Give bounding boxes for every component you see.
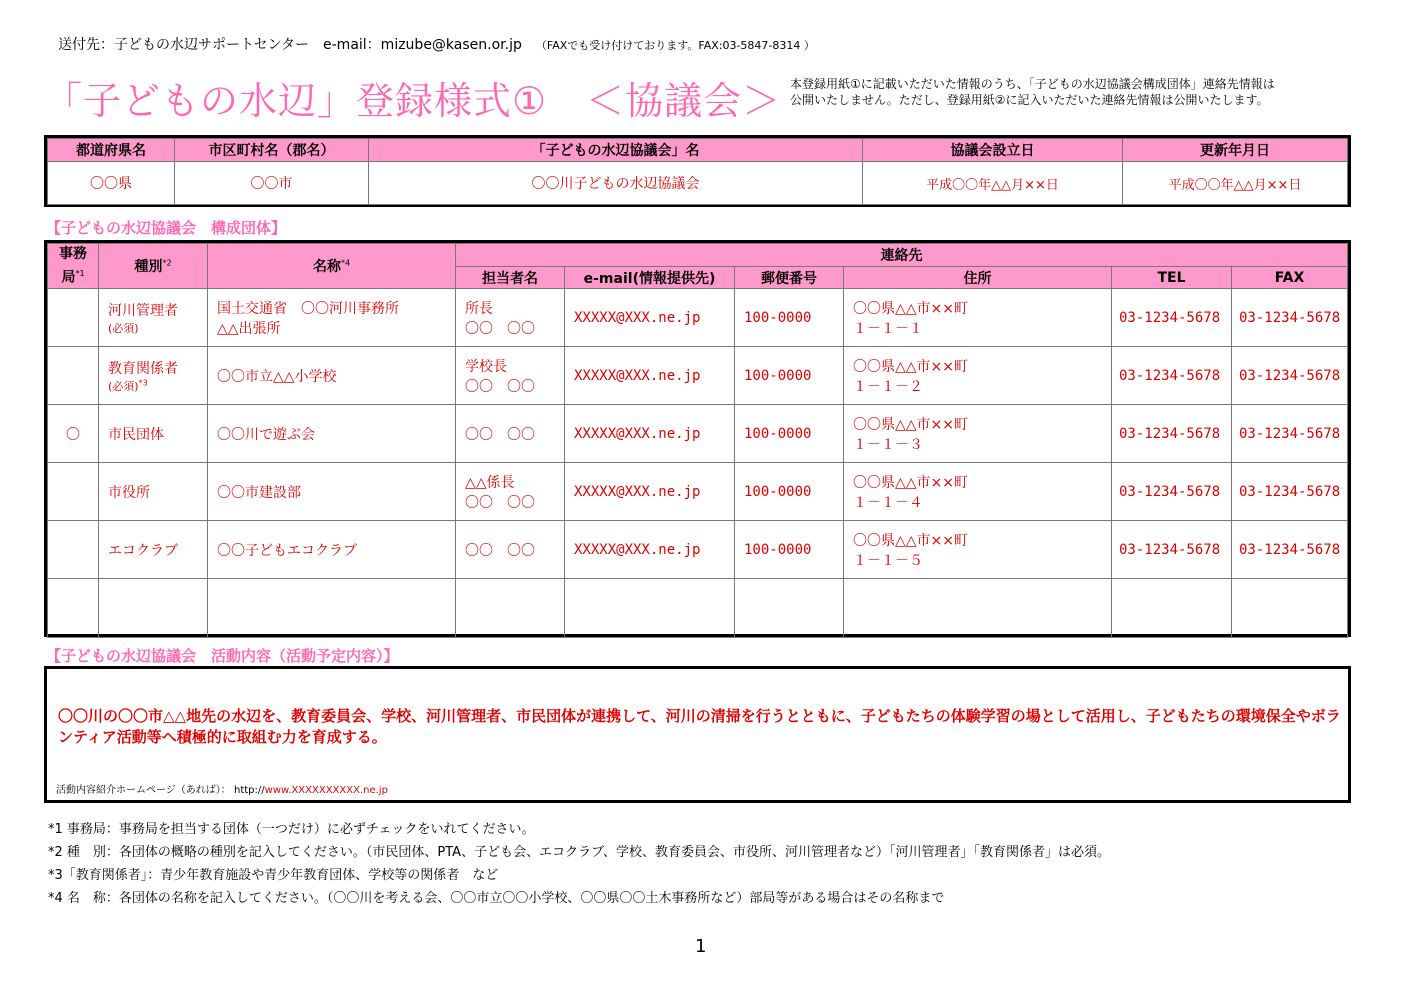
notice-line-2: 公開いたしません。ただし、登録用紙②に記入いただいた連絡先情報は公開いたします。 <box>790 93 1269 107</box>
member-person[interactable] <box>456 463 565 521</box>
member-address[interactable] <box>844 521 1112 579</box>
footnote-2: *2 種 別：各団体の概略の種別を記入してください。（市民団体、PTA、子ども会、エコクラブ、学校、教育委員会、市役所、河川管理者など）「河川管理者」「教育関係者」は必須。 <box>48 845 1111 860</box>
member-row <box>48 405 1348 463</box>
empty-cell[interactable] <box>844 579 1112 638</box>
member-person[interactable] <box>456 289 565 347</box>
member-name[interactable] <box>208 463 456 521</box>
member-name-line-1: 〇〇川で遊ぶ会 <box>217 426 315 443</box>
member-type[interactable] <box>99 405 208 463</box>
member-person-line-2: 〇〇 〇〇 <box>465 494 535 511</box>
homepage-prefix: http:// <box>234 785 265 796</box>
homepage-url[interactable]: www.XXXXXXXXXX.ne.jp <box>264 785 388 796</box>
member-type-label: 市役所 <box>108 484 150 501</box>
activity-description: 〇〇川の〇〇市△△地先の水辺を、教育委員会、学校、河川管理者、市民団体が連携して、河川の清掃を行うとともに、子どもたちの体験学習の場として活用し、子どもたちの環境保全やボランティア活動等へ積極的に取組む力を育成する。 <box>58 707 1341 746</box>
member-row <box>48 347 1348 405</box>
member-type-label: 河川管理者 <box>108 302 178 319</box>
empty-cell[interactable] <box>208 579 456 638</box>
fax-text: （FAXでも受け付けております。FAX:03-5847-8314 ） <box>535 39 815 52</box>
header-name <box>208 244 456 289</box>
privacy-notice <box>790 76 1275 108</box>
member-person[interactable] <box>456 521 565 579</box>
homepage-label: 活動内容紹介ホームページ（あれば）： <box>56 785 231 796</box>
member-tel[interactable]: 03-1234-5678 <box>1112 463 1232 521</box>
header-office-line-1: 事務 <box>59 246 87 263</box>
member-email[interactable]: XXXXX@XXX.ne.jp <box>565 289 735 347</box>
members-section-title: 【子どもの水辺協議会 構成団体】 <box>46 219 287 237</box>
header-address: 住所 <box>844 267 1112 289</box>
member-address[interactable] <box>844 289 1112 347</box>
member-tel[interactable]: 03-1234-5678 <box>1112 521 1232 579</box>
member-zip[interactable]: 100-0000 <box>735 463 844 521</box>
member-person-line-1: 学校長 <box>465 358 507 375</box>
member-type-label: エコクラブ <box>108 542 178 559</box>
header-type-label: 種別 <box>134 259 163 275</box>
member-fax[interactable]: 03-1234-5678 <box>1232 463 1348 521</box>
member-type[interactable] <box>99 521 208 579</box>
office-checkbox[interactable] <box>48 463 99 521</box>
established-date-field[interactable]: 平成〇〇年△△月××日 <box>863 162 1123 205</box>
member-name-line-1: 国土交通省 〇〇河川事務所 <box>217 300 399 317</box>
header-email: e-mail(情報提供先) <box>565 267 735 289</box>
header-zip: 郵便番号 <box>735 267 844 289</box>
member-address-line-1: 〇〇県△△市××町 <box>853 532 968 549</box>
empty-cell[interactable] <box>99 579 208 638</box>
member-email[interactable]: XXXXX@XXX.ne.jp <box>565 463 735 521</box>
member-person-line-1: 所長 <box>465 300 493 317</box>
footnote-3: *3「教育関係者」：青少年教育施設や青少年教育団体、学校等の関係者 など <box>48 868 499 883</box>
member-type[interactable] <box>99 463 208 521</box>
member-fax[interactable]: 03-1234-5678 <box>1232 405 1348 463</box>
council-name-field[interactable]: 〇〇川子どもの水辺協議会 <box>369 162 863 205</box>
header-tel: TEL <box>1112 267 1232 289</box>
required-note-text: (必須) <box>108 379 139 393</box>
member-zip[interactable]: 100-0000 <box>735 521 844 579</box>
members-header-row-1 <box>48 244 1348 267</box>
header-established-date: 協議会設立日 <box>863 139 1123 162</box>
member-person[interactable] <box>456 405 565 463</box>
members-table <box>44 240 1351 637</box>
member-address-line-1: 〇〇県△△市××町 <box>853 416 968 433</box>
prefecture-field[interactable]: 〇〇県 <box>48 162 175 205</box>
member-name-line-2: △△出張所 <box>217 320 281 337</box>
member-tel[interactable]: 03-1234-5678 <box>1112 347 1232 405</box>
header-type <box>99 244 208 289</box>
member-address[interactable] <box>844 405 1112 463</box>
member-address-line-2: １－１－１ <box>853 320 923 337</box>
member-row <box>48 289 1348 347</box>
footnote-mark-2: *2 <box>162 258 172 268</box>
activity-section-title: 【子どもの水辺協議会 活動内容（活動予定内容）】 <box>46 647 399 665</box>
member-address-line-2: １－１－２ <box>853 378 923 395</box>
office-checkbox[interactable] <box>48 347 99 405</box>
header-council-name: 「子どもの水辺協議会」名 <box>369 139 863 162</box>
member-type[interactable] <box>99 347 208 405</box>
header-office <box>48 244 99 289</box>
member-person[interactable] <box>456 347 565 405</box>
member-address[interactable] <box>844 347 1112 405</box>
page-title: 「子どもの水辺」登録様式① ＜協議会＞ <box>44 79 782 123</box>
member-address-line-1: 〇〇県△△市××町 <box>853 358 968 375</box>
empty-cell[interactable] <box>565 579 735 638</box>
member-name[interactable] <box>208 521 456 579</box>
member-tel[interactable]: 03-1234-5678 <box>1112 405 1232 463</box>
member-name-line-1: 〇〇市建設部 <box>217 484 301 501</box>
member-type[interactable] <box>99 289 208 347</box>
empty-cell[interactable] <box>735 579 844 638</box>
basic-header-row <box>48 139 1348 162</box>
member-email[interactable]: XXXXX@XXX.ne.jp <box>565 405 735 463</box>
empty-cell[interactable] <box>48 579 99 638</box>
page-number: 1 <box>695 936 707 957</box>
member-type-label: 市民団体 <box>108 426 164 443</box>
member-email[interactable]: XXXXX@XXX.ne.jp <box>565 347 735 405</box>
member-tel[interactable]: 03-1234-5678 <box>1112 289 1232 347</box>
office-checkbox[interactable] <box>48 521 99 579</box>
member-address-line-2: １－１－３ <box>853 436 923 453</box>
member-zip[interactable]: 100-0000 <box>735 405 844 463</box>
activity-homepage <box>56 781 388 796</box>
footnote-1: *1 事務局：事務局を担当する団体（一つだけ）に必ずチェックをいれてください。 <box>48 822 535 837</box>
member-person-line-1: 〇〇 〇〇 <box>465 542 535 559</box>
member-address-line-1: 〇〇県△△市××町 <box>853 474 968 491</box>
member-name-line-1: 〇〇市立△△小学校 <box>217 368 337 385</box>
header-updated-date: 更新年月日 <box>1123 139 1348 162</box>
member-zip[interactable]: 100-0000 <box>735 289 844 347</box>
member-person-line-2: 〇〇 〇〇 <box>465 320 535 337</box>
header-office-line-2: 局 <box>61 269 76 286</box>
member-row <box>48 463 1348 521</box>
empty-cell[interactable] <box>1112 579 1232 638</box>
member-zip[interactable]: 100-0000 <box>735 347 844 405</box>
member-fax[interactable]: 03-1234-5678 <box>1232 347 1348 405</box>
header-fax: FAX <box>1232 267 1348 289</box>
municipality-field[interactable]: 〇〇市 <box>175 162 369 205</box>
header-municipality: 市区町村名（郡名） <box>175 139 369 162</box>
member-address-line-2: １－１－５ <box>853 552 923 569</box>
empty-cell[interactable] <box>1232 579 1348 638</box>
send-to-line <box>58 34 815 54</box>
header-name-label: 名称 <box>312 259 341 275</box>
footnote-mark-4: *4 <box>340 258 351 268</box>
send-to-text: 送付先：子どもの水辺サポートセンター e-mail：mizube@kasen.or.jp <box>58 37 522 53</box>
member-row-empty <box>48 579 1348 638</box>
member-row <box>48 521 1348 579</box>
updated-date-field[interactable]: 平成〇〇年△△月××日 <box>1123 162 1348 205</box>
required-note-sup: *3 <box>138 377 148 387</box>
member-email[interactable]: XXXXX@XXX.ne.jp <box>565 521 735 579</box>
footnotes <box>48 818 1110 910</box>
required-note <box>108 320 207 336</box>
member-name[interactable] <box>208 405 456 463</box>
member-fax[interactable]: 03-1234-5678 <box>1232 521 1348 579</box>
office-checkbox[interactable] <box>48 289 99 347</box>
member-person-line-2: 〇〇 〇〇 <box>465 378 535 395</box>
member-name[interactable] <box>208 347 456 405</box>
required-note-text: (必須) <box>108 321 139 335</box>
member-address-line-1: 〇〇県△△市××町 <box>853 300 968 317</box>
office-checkbox[interactable]: 〇 <box>48 405 99 463</box>
member-type-label: 教育関係者 <box>108 360 178 377</box>
footnote-mark-1: *1 <box>75 269 85 279</box>
empty-cell[interactable] <box>456 579 565 638</box>
header-contact: 連絡先 <box>456 244 1348 267</box>
required-note <box>108 378 207 394</box>
member-person-line-1: △△係長 <box>465 474 515 491</box>
member-name-line-1: 〇〇子どもエコクラブ <box>217 542 357 559</box>
header-person: 担当者名 <box>456 267 565 289</box>
member-address-line-2: １－１－４ <box>853 494 923 511</box>
member-address[interactable] <box>844 463 1112 521</box>
header-prefecture: 都道府県名 <box>48 139 175 162</box>
footnote-4: *4 名 称：各団体の名称を記入してください。（〇〇川を考える会、〇〇市立〇〇小学校、〇〇県〇〇土木事務所など）部局等がある場合はその名称まで <box>48 891 945 906</box>
basic-info-table <box>44 135 1351 207</box>
member-fax[interactable]: 03-1234-5678 <box>1232 289 1348 347</box>
member-name[interactable] <box>208 289 456 347</box>
basic-value-row <box>48 162 1348 205</box>
member-person-line-1: 〇〇 〇〇 <box>465 426 535 443</box>
notice-line-1: 本登録用紙①に記載いただいた情報のうち、「子どもの水辺協議会構成団体」連絡先情報は <box>790 77 1275 91</box>
